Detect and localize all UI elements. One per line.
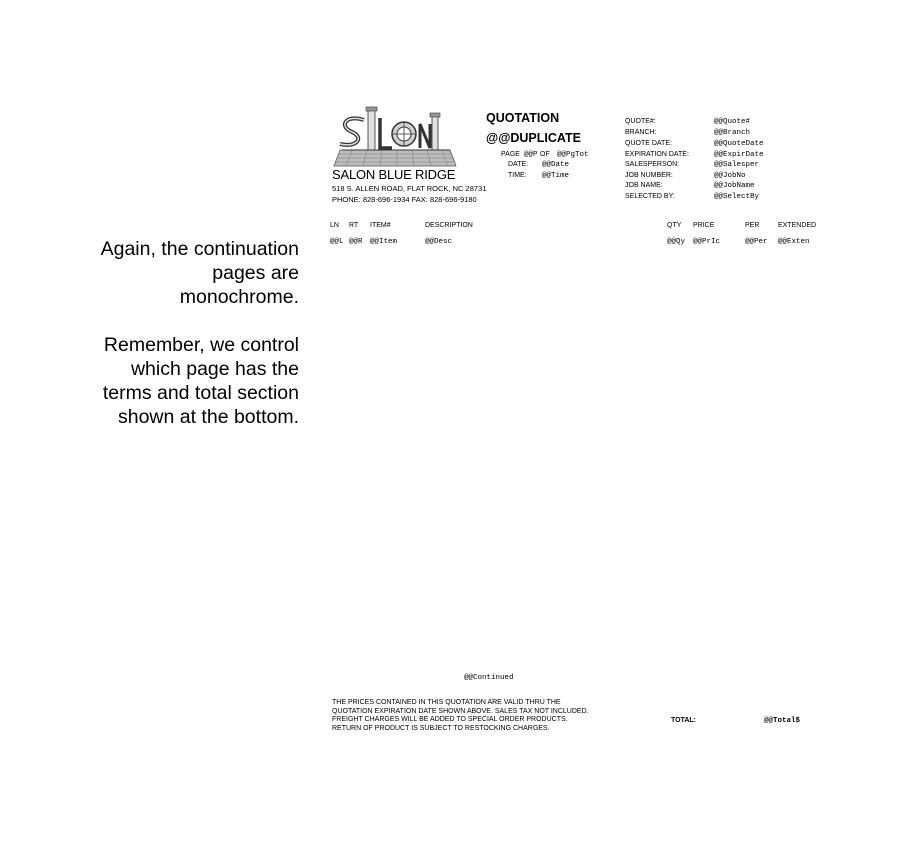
document-title: QUOTATION (486, 111, 560, 125)
terms-text (332, 699, 632, 733)
field-value: @@Branch (714, 129, 751, 137)
column-item: ITEM# (370, 222, 391, 229)
row-per: @@Per (745, 238, 768, 246)
field-value: @@QuoteDate (714, 140, 764, 148)
field-value: @@Quote# (714, 118, 751, 126)
of-label: OF (540, 151, 550, 158)
column-description: DESCRIPTION (425, 222, 473, 229)
duplicate-flag: @@DUPLICATE (486, 131, 581, 145)
pages-total: @@PgTot (557, 151, 589, 159)
company-address: 518 S. ALLEN ROAD, FLAT ROCK, NC 28731 (332, 184, 487, 193)
page-label: PAGE (501, 151, 520, 158)
note-line: shown at the bottom. (117, 406, 299, 428)
terms-line: FREIGHT CHARGES WILL BE ADDED TO SPECIAL ORDER PRODUCTS. (332, 716, 568, 724)
field-value: @@JobName (714, 182, 755, 190)
column-extended: EXTENDED (778, 222, 817, 229)
note-continuation (39, 237, 299, 309)
total-label: TOTAL: (671, 717, 697, 724)
column-price: PRICE (693, 222, 715, 229)
row-extended: @@Exten (778, 238, 810, 246)
field-value: @@ExpirDate (714, 151, 764, 159)
date-value: @@Date (542, 161, 570, 169)
note-line: terms and total section (102, 382, 299, 404)
row-description: @@Desc (425, 238, 453, 246)
note-terms-control (39, 333, 299, 429)
field-label: EXPIRATION DATE: (625, 151, 689, 158)
field-value: @@JobNo (714, 172, 746, 180)
terms-line: QUOTATION EXPIRATION DATE SHOWN ABOVE. SALES TAX NOT INCLUDED. (332, 707, 589, 715)
note-line: pages are (212, 262, 299, 284)
row-price: @@PrIc (693, 238, 721, 246)
note-line: Again, the continuation (100, 238, 299, 260)
field-label: SELECTED BY: (625, 193, 675, 200)
page-value: @@P (524, 151, 538, 159)
column-qty: QTY (667, 222, 682, 229)
field-label: QUOTE DATE: (625, 140, 672, 147)
continued-flag: @@Continued (464, 674, 514, 682)
date-label: DATE: (508, 161, 529, 168)
row-qty: @@Qy (667, 238, 686, 246)
row-ln: @@L (330, 238, 344, 246)
total-value: @@Total$ (764, 717, 801, 725)
note-line: Remember, we control (103, 334, 299, 356)
time-value: @@Time (542, 172, 570, 180)
terms-line: RETURN OF PRODUCT IS SUBJECT TO RESTOCKING CHARGES. (332, 724, 550, 732)
note-line: which page has the (130, 358, 299, 380)
field-value: @@Salesper (714, 161, 760, 169)
column-ln: LN (330, 222, 339, 229)
company-phone: PHONE: 828-696-1934 FAX: 828-696-9180 (332, 195, 477, 204)
field-label: JOB NAME: (625, 182, 663, 189)
field-label: BRANCH: (625, 129, 657, 136)
field-value: @@SelectBy (714, 193, 760, 201)
field-label: JOB NUMBER: (625, 172, 673, 179)
field-label: SALESPERSON: (625, 161, 680, 168)
column-per: PER (745, 222, 760, 229)
salon-logo-icon (332, 104, 458, 170)
terms-line: THE PRICES CONTAINED IN THIS QUOTATION ARE VALID THRU THE (332, 699, 561, 706)
time-label: TIME: (508, 172, 527, 179)
note-line: monochrome. (179, 286, 299, 308)
field-label: QUOTE#: (625, 118, 656, 125)
row-item: @@Item (370, 238, 398, 246)
row-rt: @@R (349, 238, 363, 246)
company-name: SALON BLUE RIDGE (332, 167, 456, 182)
column-rt: RT (349, 222, 359, 229)
